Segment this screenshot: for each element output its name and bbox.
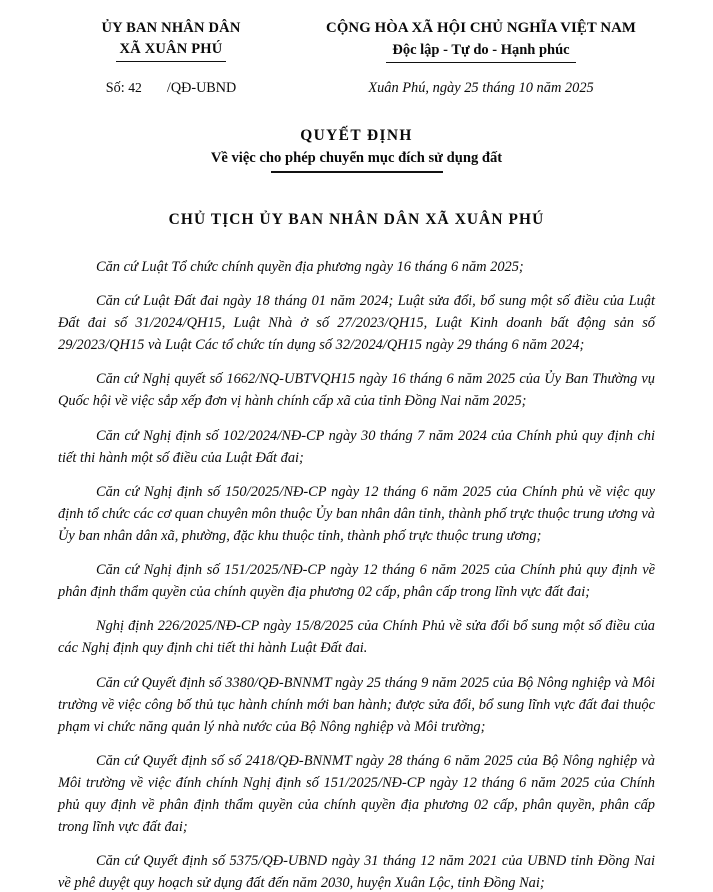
place-and-date: Xuân Phú, ngày 25 tháng 10 năm 2025 (368, 80, 594, 97)
body-paragraph: Căn cứ Nghị định số 150/2025/NĐ-CP ngày 12 tháng 6 năm 2025 của Chính phủ về việc quy định tổ chức các cơ quan chuyên môn thuộc Ủy ban nhân dân tỉnh, thành phố trực thuộc trung ương và Ủy ban nhân dân xã, phường, đặc khu thuộc tỉnh, thành phố trực thuộc trung ương; (58, 483, 655, 544)
document-title: QUYẾT ĐỊNH (300, 127, 413, 145)
document-number-label: Số: (105, 80, 125, 97)
document-header (58, 18, 655, 63)
issuing-authority-line2: XÃ XUÂN PHÚ (116, 39, 227, 62)
signing-authority: CHỦ TỊCH ỦY BAN NHÂN DÂN XÃ XUÂN PHÚ (168, 210, 545, 228)
body-paragraph: Căn cứ Luật Tổ chức chính quyền địa phương ngày 16 tháng 6 năm 2025; (96, 258, 524, 275)
document-number-value: 42 (128, 80, 142, 96)
issuing-authority-block (58, 18, 284, 62)
body-paragraph: Căn cứ Nghị định số 102/2024/NĐ-CP ngày 30 tháng 7 năm 2024 của Chính phủ quy định chi tiết thi hành một số điều của Luật Đất đai; (58, 427, 655, 466)
body-paragraph: Căn cứ Nghị định số 151/2025/NĐ-CP ngày 12 tháng 6 năm 2025 của Chính phủ quy định về phân định thẩm quyền của chính quyền địa phương 02 cấp, phân cấp trong lĩnh vực đất đai; (58, 562, 655, 601)
body-paragraph: Căn cứ Quyết định số 5375/QĐ-UBND ngày 31 tháng 12 năm 2021 của UBND tỉnh Đồng Nai về phê duyệt quy hoạch sử dụng đất đến năm 2030, huyện Xuân Lộc, tỉnh Đồng Nai; (58, 852, 655, 891)
title-block (58, 127, 655, 172)
document-number (58, 80, 284, 97)
body-paragraph: Căn cứ Quyết định số 3380/QĐ-BNNMT ngày 25 tháng 9 năm 2025 của Bộ Nông nghiệp và Môi trường về việc công bố thủ tục hành chính mới ban hành; được sửa đổi, bổ sung lĩnh vực đất đai thuộc phạm vi chức năng quản lý nhà nước của Bộ Nông nghiệp và Môi trường; (58, 674, 655, 735)
national-heading-block (307, 18, 655, 63)
body-paragraph: Căn cứ Quyết định số số 2418/QĐ-BNNMT ngày 28 tháng 6 năm 2025 của Bộ Nông nghiệp và Môi trường về việc đính chính Nghị định số 151/2025/NĐ-CP ngày 12 tháng 6 năm 2025 của Chính phủ quy định về phân định thẩm quyền của chính quyền địa phương 02 cấp, phân quyền, phân cấp trong lĩnh vực đất đai; (58, 752, 655, 835)
document-body (58, 257, 655, 892)
document-meta-row (58, 80, 655, 97)
body-paragraph: Căn cứ Nghị quyết số 1662/NQ-UBTVQH15 ngày 16 tháng 6 năm 2025 của Ủy Ban Thường vụ Quốc hội về việc sắp xếp đơn vị hành chính cấp xã của tỉnh Đồng Nai năm 2025; (58, 371, 655, 410)
title-divider (271, 171, 443, 172)
document-number-suffix: /QĐ-UBND (166, 80, 237, 97)
document-subtitle: Về việc cho phép chuyển mục đích sử dụng đất (210, 150, 503, 167)
body-paragraph: Căn cứ Luật Đất đai ngày 18 tháng 01 năm 2024; Luật sửa đổi, bổ sung một số điều của Luật Đất đai số 31/2024/QH15, Luật Nhà ở số 27/2023/QH15, Luật Kinh doanh bất động sản số 29/2023/QH15 và Luật Các tổ chức tín dụng số 32/2024/QH15 ngày 29 tháng 6 năm 2024; (58, 293, 655, 354)
national-name: CỘNG HÒA XÃ HỘI CHỦ NGHĨA VIỆT NAM (326, 20, 636, 36)
national-motto: Độc lập - Tự do - Hạnh phúc (386, 40, 575, 63)
issuing-authority-line1: ỦY BAN NHÂN DÂN (101, 20, 241, 36)
body-paragraph: Nghị định 226/2025/NĐ-CP ngày 15/8/2025 của Chính Phủ về sửa đổi bổ sung một số điều của các Nghị định quy định chi tiết thi hành Luật Đất đai. (58, 618, 655, 657)
